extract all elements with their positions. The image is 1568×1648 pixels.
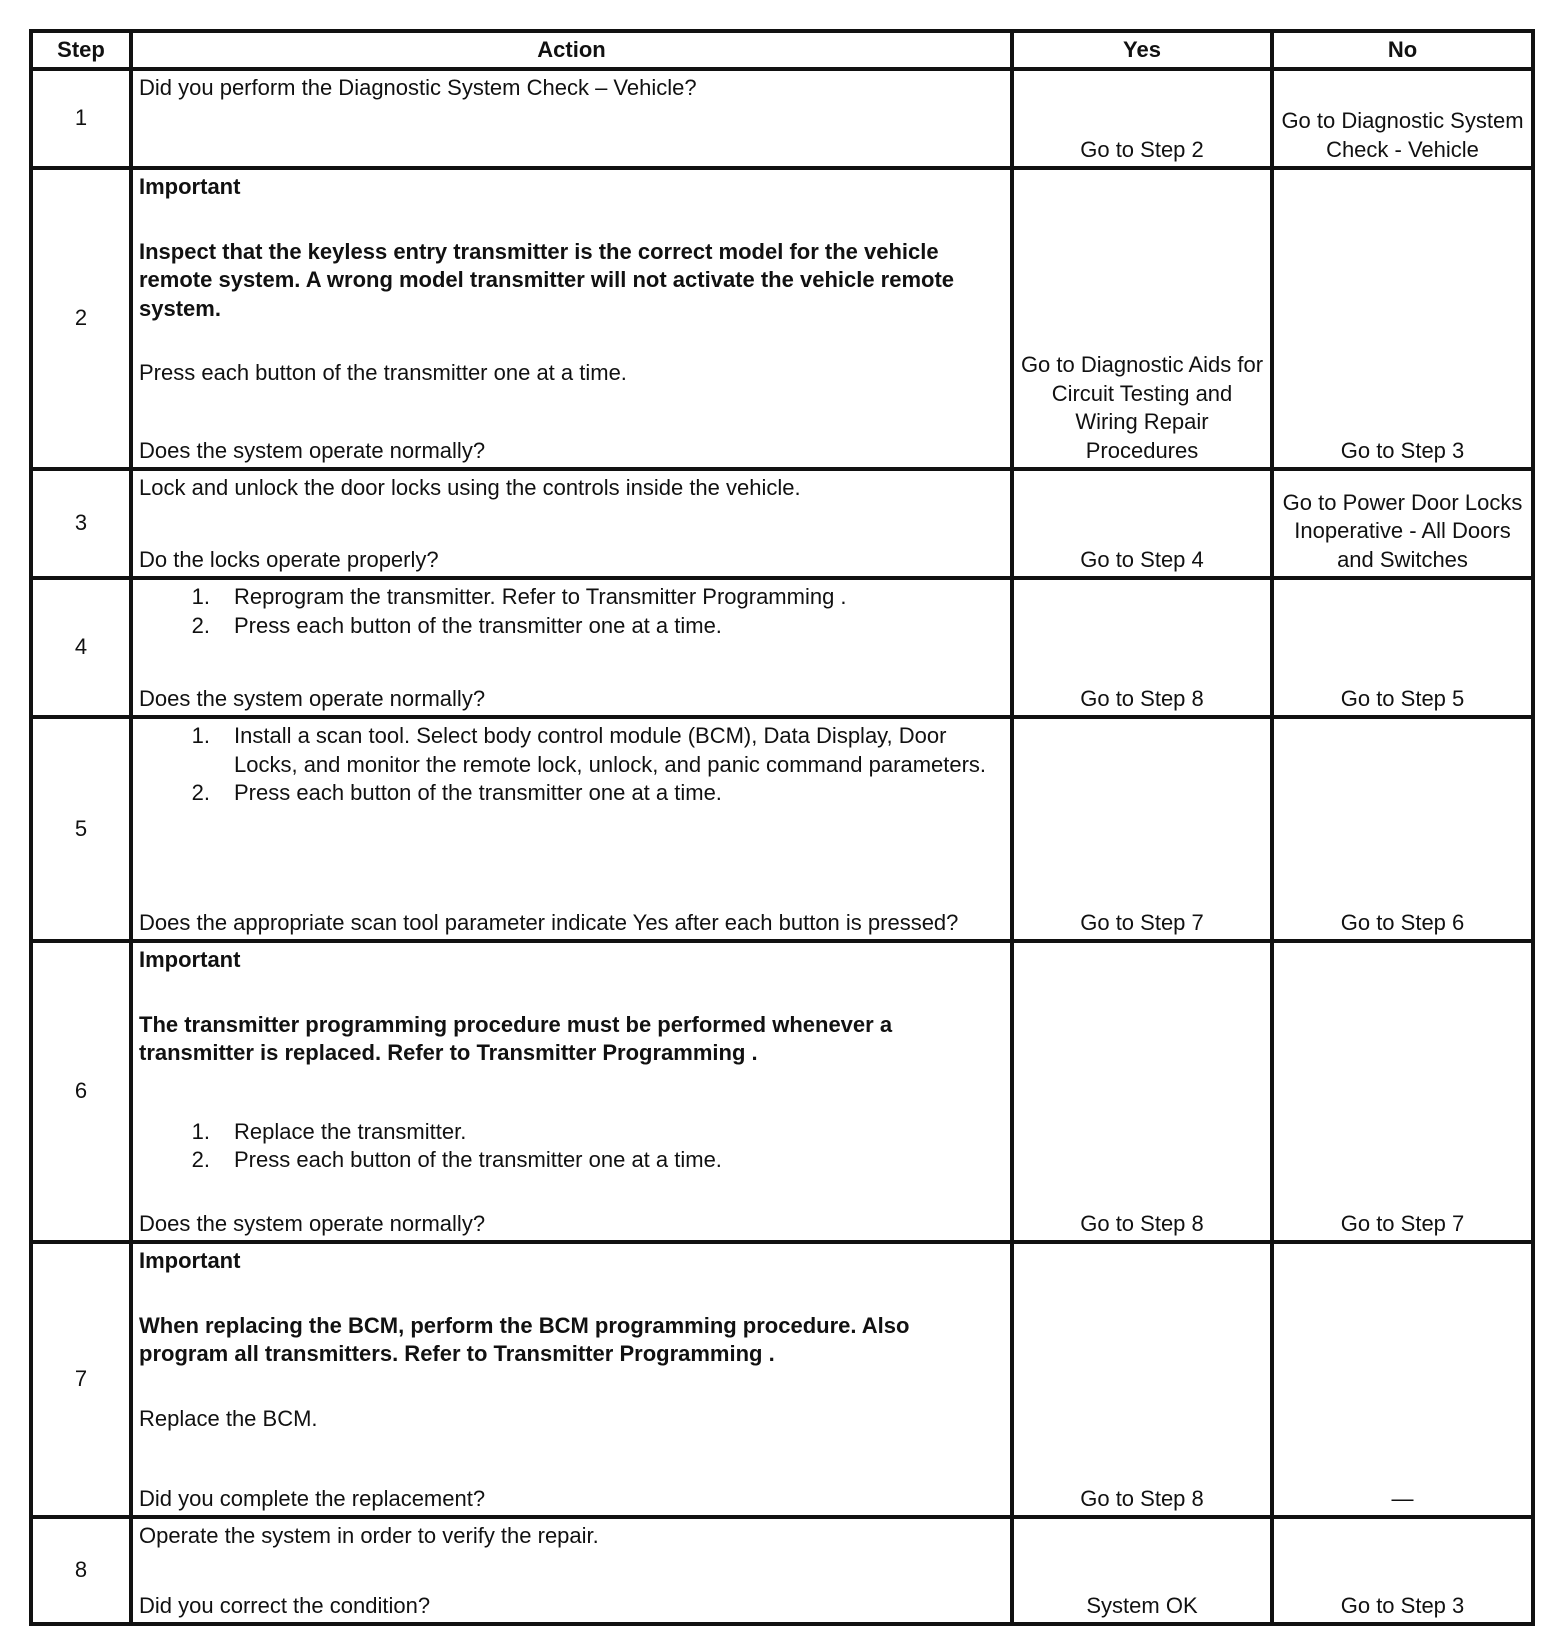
list-item: 2. Press each button of the transmitter one at a time. — [191, 612, 722, 638]
action-question: Did you complete the replacement? — [139, 1485, 486, 1511]
list-item: 1. Install a scan tool. Select body control module (BCM), Data Display, Door Locks, and monitor the remote lock, unlock, and panic command parameters. — [191, 723, 987, 777]
diagnostic-table — [29, 29, 1535, 1626]
action-cell — [131, 941, 1012, 1242]
table-row — [31, 1242, 1533, 1517]
no-cell: Go to Diagnostic System Check - Vehicle — [1272, 69, 1533, 168]
header-yes: Yes — [1012, 31, 1272, 69]
no-cell: Go to Step 3 — [1272, 168, 1533, 469]
list-item: 1. Replace the transmitter. — [191, 1118, 467, 1144]
no-cell: Go to Step 3 — [1272, 1517, 1533, 1624]
important-label: Important — [139, 1248, 241, 1273]
step-number: 6 — [31, 941, 131, 1242]
no-cell: Go to Power Door Locks Inoperative - All Doors and Switches — [1272, 469, 1533, 578]
no-cell: Go to Step 6 — [1272, 717, 1533, 941]
important-note: Inspect that the keyless entry transmitter is the correct model for the vehicle remote system. A wrong model transmitter will not activate the vehicle remote system. — [139, 238, 955, 321]
table-row — [31, 578, 1533, 717]
no-cell: Go to Step 7 — [1272, 941, 1533, 1242]
header-row — [31, 31, 1533, 69]
table-row — [31, 469, 1533, 578]
action-list — [139, 583, 1004, 640]
important-label: Important — [139, 174, 241, 199]
list-item: 1. Reprogram the transmitter. Refer to Transmitter Programming . — [191, 584, 847, 609]
step-number: 7 — [31, 1242, 131, 1517]
action-question: Did you perform the Diagnostic System Check – Vehicle? — [139, 75, 697, 100]
step-number: 4 — [31, 578, 131, 717]
yes-cell: Go to Step 8 — [1012, 1242, 1272, 1517]
important-note: The transmitter programming procedure must be performed whenever a transmitter is replaced. Refer to Transmitter Programming . — [139, 1011, 893, 1065]
list-item: 2. Press each button of the transmitter one at a time. — [191, 1147, 722, 1172]
action-list — [139, 722, 1004, 808]
action-question: Does the system operate normally? — [139, 685, 486, 711]
action-cell — [131, 578, 1012, 717]
table-row — [31, 69, 1533, 168]
table-row — [31, 717, 1533, 941]
action-question: Do the locks operate properly? — [139, 546, 439, 572]
action-cell — [131, 168, 1012, 469]
action-text: Press each button of the transmitter one at a time. — [139, 360, 627, 385]
action-question: Does the system operate normally? — [139, 1210, 486, 1236]
list-item: 2. Press each button of the transmitter one at a time. — [191, 780, 722, 805]
yes-cell: Go to Diagnostic Aids for Circuit Testing and Wiring Repair Procedures — [1012, 168, 1272, 469]
action-text: Lock and unlock the door locks using the controls inside the vehicle. — [139, 475, 801, 500]
table-row — [31, 168, 1533, 469]
no-cell: Go to Step 5 — [1272, 578, 1533, 717]
action-cell — [131, 717, 1012, 941]
action-question: Did you correct the condition? — [139, 1592, 431, 1618]
action-list — [139, 1118, 1004, 1175]
important-note: When replacing the BCM, perform the BCM programming procedure. Also program all transmitters. Refer to Transmitter Programming . — [139, 1312, 910, 1366]
action-cell — [131, 1517, 1012, 1624]
yes-cell: Go to Step 7 — [1012, 717, 1272, 941]
table-row — [31, 941, 1533, 1242]
yes-cell: Go to Step 8 — [1012, 941, 1272, 1242]
table-row — [31, 1517, 1533, 1624]
action-text: Operate the system in order to verify the repair. — [139, 1523, 599, 1548]
yes-cell: System OK — [1012, 1517, 1272, 1624]
action-cell — [131, 69, 1012, 168]
step-number: 3 — [31, 469, 131, 578]
step-number: 2 — [31, 168, 131, 469]
yes-cell: Go to Step 8 — [1012, 578, 1272, 717]
action-text: Replace the BCM. — [139, 1405, 318, 1431]
step-number: 8 — [31, 1517, 131, 1624]
action-cell — [131, 1242, 1012, 1517]
action-cell — [131, 469, 1012, 578]
no-cell: — — [1272, 1242, 1533, 1517]
action-question: Does the system operate normally? — [139, 437, 486, 463]
yes-cell: Go to Step 2 — [1012, 69, 1272, 168]
header-action: Action — [131, 31, 1012, 69]
important-label: Important — [139, 947, 241, 972]
action-question: Does the appropriate scan tool parameter indicate Yes after each button is pressed? — [139, 909, 959, 935]
step-number: 5 — [31, 717, 131, 941]
header-no: No — [1272, 31, 1533, 69]
header-step: Step — [31, 31, 131, 69]
step-number: 1 — [31, 69, 131, 168]
yes-cell: Go to Step 4 — [1012, 469, 1272, 578]
